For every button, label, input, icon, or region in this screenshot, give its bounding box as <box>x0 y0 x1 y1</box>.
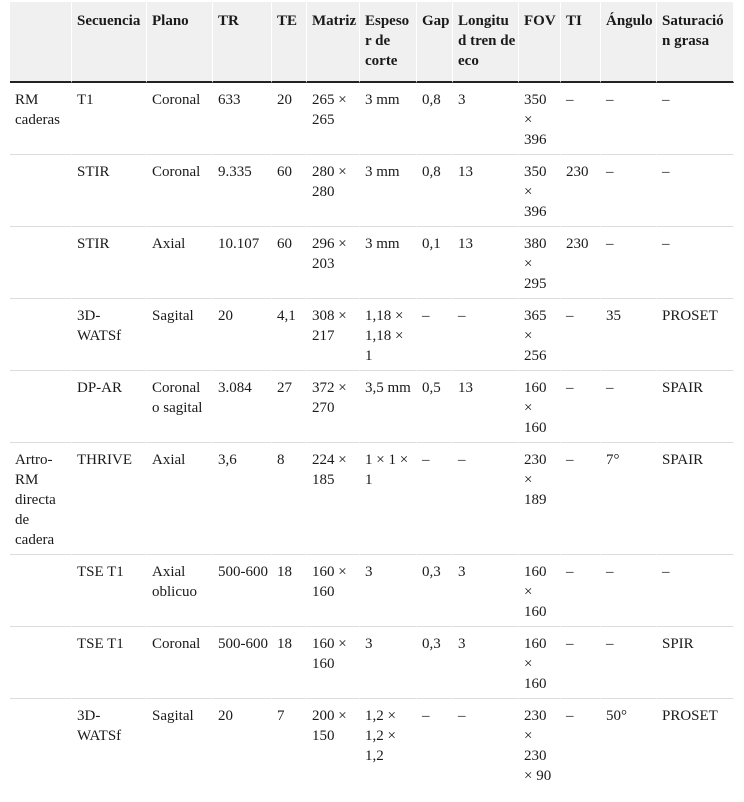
cell-matriz: 265 × 265 <box>307 83 360 155</box>
cell-longitud: – <box>453 443 519 555</box>
cell-matriz: 224 × 185 <box>307 443 360 555</box>
table-row <box>10 371 734 443</box>
cell-te: 18 <box>272 555 307 627</box>
cell-plano: Sagital <box>147 299 213 371</box>
header-te: TE <box>272 2 307 83</box>
table-body <box>10 83 734 800</box>
cell-gap: – <box>417 443 453 555</box>
cell-group: Artro-RM directa de cadera <box>10 443 72 555</box>
cell-angulo: – <box>601 83 657 155</box>
cell-espesor: 1 × 1 × 1 <box>360 443 417 555</box>
cell-te: 60 <box>272 155 307 227</box>
table-row <box>10 299 734 371</box>
table-row <box>10 155 734 227</box>
cell-angulo: – <box>601 227 657 299</box>
cell-longitud: 13 <box>453 227 519 299</box>
cell-matriz: 200 × 150 <box>307 699 360 800</box>
cell-group <box>10 299 72 371</box>
header-saturacion: Saturación grasa <box>657 2 734 83</box>
cell-tr: 9.335 <box>213 155 272 227</box>
table-row <box>10 227 734 299</box>
cell-espesor: 3 mm <box>360 227 417 299</box>
cell-gap: 0,5 <box>417 371 453 443</box>
cell-gap: 0,8 <box>417 155 453 227</box>
cell-espesor: 1,18 × 1,18 × 1 <box>360 299 417 371</box>
cell-secuencia: DP-AR <box>72 371 147 443</box>
cell-te: 60 <box>272 227 307 299</box>
cell-fov: 160 × 160 <box>519 371 561 443</box>
cell-fov: 160 × 160 <box>519 627 561 699</box>
cell-gap: – <box>417 699 453 800</box>
cell-tr: 3,6 <box>213 443 272 555</box>
cell-matriz: 372 × 270 <box>307 371 360 443</box>
cell-espesor: 3 <box>360 627 417 699</box>
cell-ti: – <box>561 699 601 800</box>
cell-group <box>10 227 72 299</box>
cell-matriz: 308 × 217 <box>307 299 360 371</box>
header-secuencia: Secuencia <box>72 2 147 83</box>
cell-secuencia: STIR <box>72 155 147 227</box>
cell-angulo: 50° <box>601 699 657 800</box>
header-ti: TI <box>561 2 601 83</box>
cell-angulo: – <box>601 627 657 699</box>
cell-ti: – <box>561 555 601 627</box>
cell-group <box>10 627 72 699</box>
header-gap: Gap <box>417 2 453 83</box>
cell-angulo: – <box>601 371 657 443</box>
cell-fov: 365 × 256 <box>519 299 561 371</box>
cell-saturacion: – <box>657 555 734 627</box>
cell-angulo: 35 <box>601 299 657 371</box>
header-fov: FOV <box>519 2 561 83</box>
cell-saturacion: – <box>657 227 734 299</box>
cell-fov: 230 × 189 <box>519 443 561 555</box>
cell-ti: 230 <box>561 227 601 299</box>
table-row <box>10 83 734 155</box>
cell-te: 8 <box>272 443 307 555</box>
cell-tr: 633 <box>213 83 272 155</box>
cell-espesor: 3 mm <box>360 83 417 155</box>
cell-gap: 0,1 <box>417 227 453 299</box>
cell-group <box>10 155 72 227</box>
cell-secuencia: T1 <box>72 83 147 155</box>
cell-ti: – <box>561 443 601 555</box>
cell-secuencia: 3D-WATSf <box>72 699 147 800</box>
cell-saturacion: – <box>657 83 734 155</box>
header-longitud: Longitud tren de eco <box>453 2 519 83</box>
cell-gap: – <box>417 299 453 371</box>
cell-saturacion: – <box>657 155 734 227</box>
header-plano: Plano <box>147 2 213 83</box>
cell-fov: 160 × 160 <box>519 555 561 627</box>
cell-longitud: – <box>453 699 519 800</box>
cell-secuencia: THRIVE <box>72 443 147 555</box>
cell-tr: 3.084 <box>213 371 272 443</box>
header-angulo: Ángulo <box>601 2 657 83</box>
cell-espesor: 1,2 × 1,2 × 1,2 <box>360 699 417 800</box>
cell-gap: 0,3 <box>417 555 453 627</box>
cell-gap: 0,8 <box>417 83 453 155</box>
cell-gap: 0,3 <box>417 627 453 699</box>
cell-secuencia: STIR <box>72 227 147 299</box>
cell-te: 27 <box>272 371 307 443</box>
cell-tr: 20 <box>213 699 272 800</box>
cell-te: 4,1 <box>272 299 307 371</box>
table-row <box>10 443 734 555</box>
cell-plano: Coronal <box>147 627 213 699</box>
cell-ti: – <box>561 627 601 699</box>
cell-plano: Coronal <box>147 155 213 227</box>
cell-te: 18 <box>272 627 307 699</box>
cell-angulo: – <box>601 155 657 227</box>
cell-longitud: – <box>453 299 519 371</box>
cell-longitud: 3 <box>453 627 519 699</box>
cell-group <box>10 371 72 443</box>
cell-tr: 20 <box>213 299 272 371</box>
header-tr: TR <box>213 2 272 83</box>
cell-matriz: 296 × 203 <box>307 227 360 299</box>
cell-saturacion: SPIR <box>657 627 734 699</box>
cell-group <box>10 699 72 800</box>
cell-tr: 500-600 <box>213 555 272 627</box>
cell-fov: 380 × 295 <box>519 227 561 299</box>
cell-angulo: – <box>601 555 657 627</box>
cell-te: 7 <box>272 699 307 800</box>
cell-te: 20 <box>272 83 307 155</box>
cell-ti: – <box>561 371 601 443</box>
cell-longitud: 3 <box>453 555 519 627</box>
table-row <box>10 699 734 800</box>
cell-secuencia: TSE T1 <box>72 627 147 699</box>
cell-fov: 350 × 396 <box>519 83 561 155</box>
cell-saturacion: SPAIR <box>657 371 734 443</box>
header-row <box>10 2 734 83</box>
cell-longitud: 13 <box>453 155 519 227</box>
cell-ti: 230 <box>561 155 601 227</box>
cell-group: RM caderas <box>10 83 72 155</box>
cell-espesor: 3 <box>360 555 417 627</box>
mri-sequence-table <box>10 2 734 800</box>
cell-saturacion: SPAIR <box>657 443 734 555</box>
cell-secuencia: 3D-WATSf <box>72 299 147 371</box>
cell-espesor: 3 mm <box>360 155 417 227</box>
cell-matriz: 280 × 280 <box>307 155 360 227</box>
table-row <box>10 627 734 699</box>
header-group <box>10 2 72 83</box>
cell-espesor: 3,5 mm <box>360 371 417 443</box>
cell-plano: Coronal <box>147 83 213 155</box>
cell-tr: 500-600 <box>213 627 272 699</box>
cell-group <box>10 555 72 627</box>
cell-secuencia: TSE T1 <box>72 555 147 627</box>
header-matriz: Matriz <box>307 2 360 83</box>
cell-plano: Axial <box>147 443 213 555</box>
header-espesor: Espesor de corte <box>360 2 417 83</box>
cell-matriz: 160 × 160 <box>307 627 360 699</box>
cell-angulo: 7° <box>601 443 657 555</box>
cell-longitud: 3 <box>453 83 519 155</box>
cell-matriz: 160 × 160 <box>307 555 360 627</box>
cell-longitud: 13 <box>453 371 519 443</box>
cell-ti: – <box>561 299 601 371</box>
cell-fov: 230 × 230 × 90 <box>519 699 561 800</box>
table-row <box>10 555 734 627</box>
cell-plano: Axial <box>147 227 213 299</box>
table-header <box>10 2 734 83</box>
cell-ti: – <box>561 83 601 155</box>
cell-saturacion: PROSET <box>657 299 734 371</box>
cell-plano: Axial oblicuo <box>147 555 213 627</box>
cell-plano: Sagital <box>147 699 213 800</box>
cell-fov: 350 × 396 <box>519 155 561 227</box>
cell-tr: 10.107 <box>213 227 272 299</box>
cell-plano: Coronal o sagital <box>147 371 213 443</box>
cell-saturacion: PROSET <box>657 699 734 800</box>
